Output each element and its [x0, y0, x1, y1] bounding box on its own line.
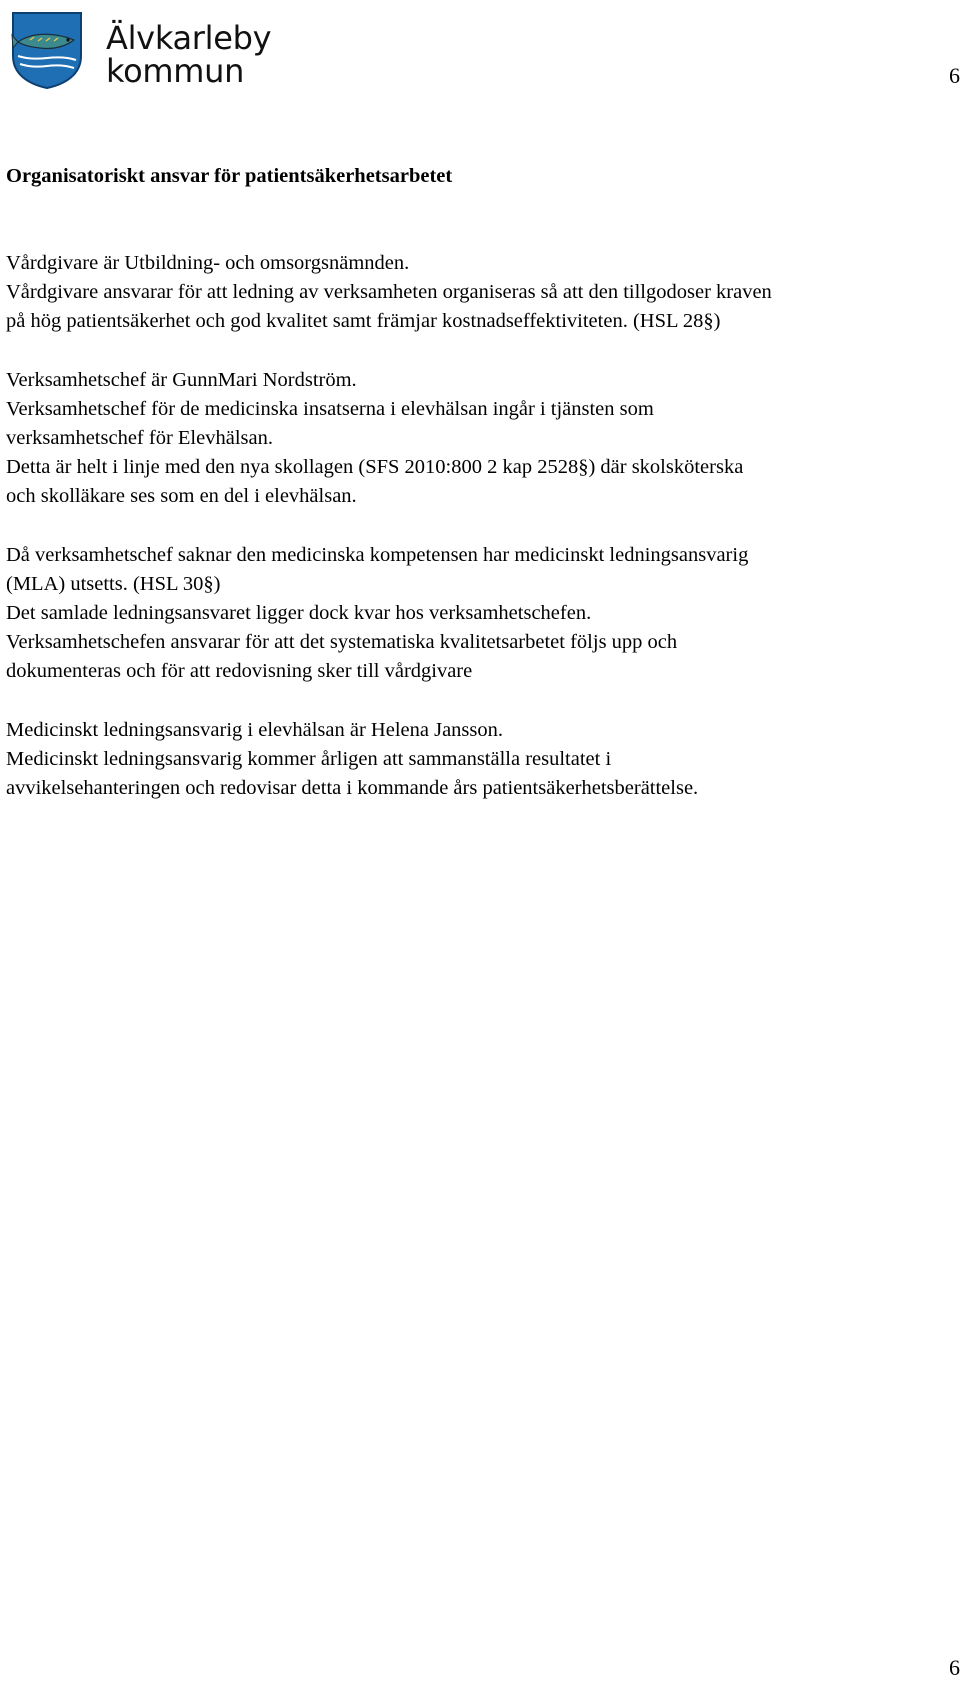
page-header — [0, 0, 960, 100]
text-line: Medicinskt ledningsansvarig i elevhälsan är Helena Jansson. — [6, 718, 503, 741]
paragraph-mla — [6, 541, 950, 687]
coat-of-arms-logo — [10, 10, 84, 90]
text-line: på hög patientsäkerhet och god kvalitet samt främjar kostnadseffektiviteten. (HSL 28§) — [6, 310, 721, 333]
text-line: (MLA) utsetts. (HSL 30§) — [6, 572, 221, 595]
paragraph-caregiver — [6, 249, 950, 337]
logo-line-2: kommun — [106, 52, 245, 90]
logo-line-1: Älvkarleby — [106, 19, 272, 57]
section-heading: Organisatoriskt ansvar för patientsäkerhetsarbetet — [6, 165, 453, 187]
logo-wordmark — [106, 19, 272, 90]
text-line: Detta är helt i linje med den nya skollagen (SFS 2010:800 2 kap 2528§) där skolsköterska — [6, 456, 744, 479]
page-number-bottom: 6 — [949, 1655, 960, 1680]
text-line: dokumenteras och för att redovisning sker till vårdgivare — [6, 660, 473, 683]
text-line: Vårdgivare är Utbildning- och omsorgsnämnden. — [6, 252, 410, 274]
page-number-top: 6 — [949, 63, 960, 88]
text-line: och skolläkare ses som en del i elevhälsan. — [6, 485, 357, 508]
text-line: avvikelsehanteringen och redovisar detta i kommande års patientsäkerhetsberättelse. — [6, 777, 699, 800]
paragraph-operations-manager — [6, 366, 950, 512]
document-body — [6, 162, 950, 832]
text-line: Verksamhetschef för de medicinska insatserna i elevhälsan ingår i tjänsten som — [6, 397, 654, 420]
text-line: Verksamhetschef är GunnMari Nordström. — [6, 368, 357, 391]
text-line: Det samlade ledningsansvaret ligger dock kvar hos verksamhetschefen. — [6, 602, 592, 625]
text-line: Vårdgivare ansvarar för att ledning av verksamheten organiseras så att den tillgodoser kraven — [6, 281, 772, 304]
text-line: verksamhetschef för Elevhälsan. — [6, 427, 273, 450]
text-line: Då verksamhetschef saknar den medicinska kompetensen har medicinskt ledningsansvarig — [6, 543, 749, 566]
text-line: Medicinskt ledningsansvarig kommer årligen att sammanställa resultatet i — [6, 747, 612, 770]
text-line: Verksamhetschefen ansvarar för att det systematiska kvalitetsarbetet följs upp och — [6, 631, 678, 654]
paragraph-medical-responsible — [6, 716, 950, 804]
